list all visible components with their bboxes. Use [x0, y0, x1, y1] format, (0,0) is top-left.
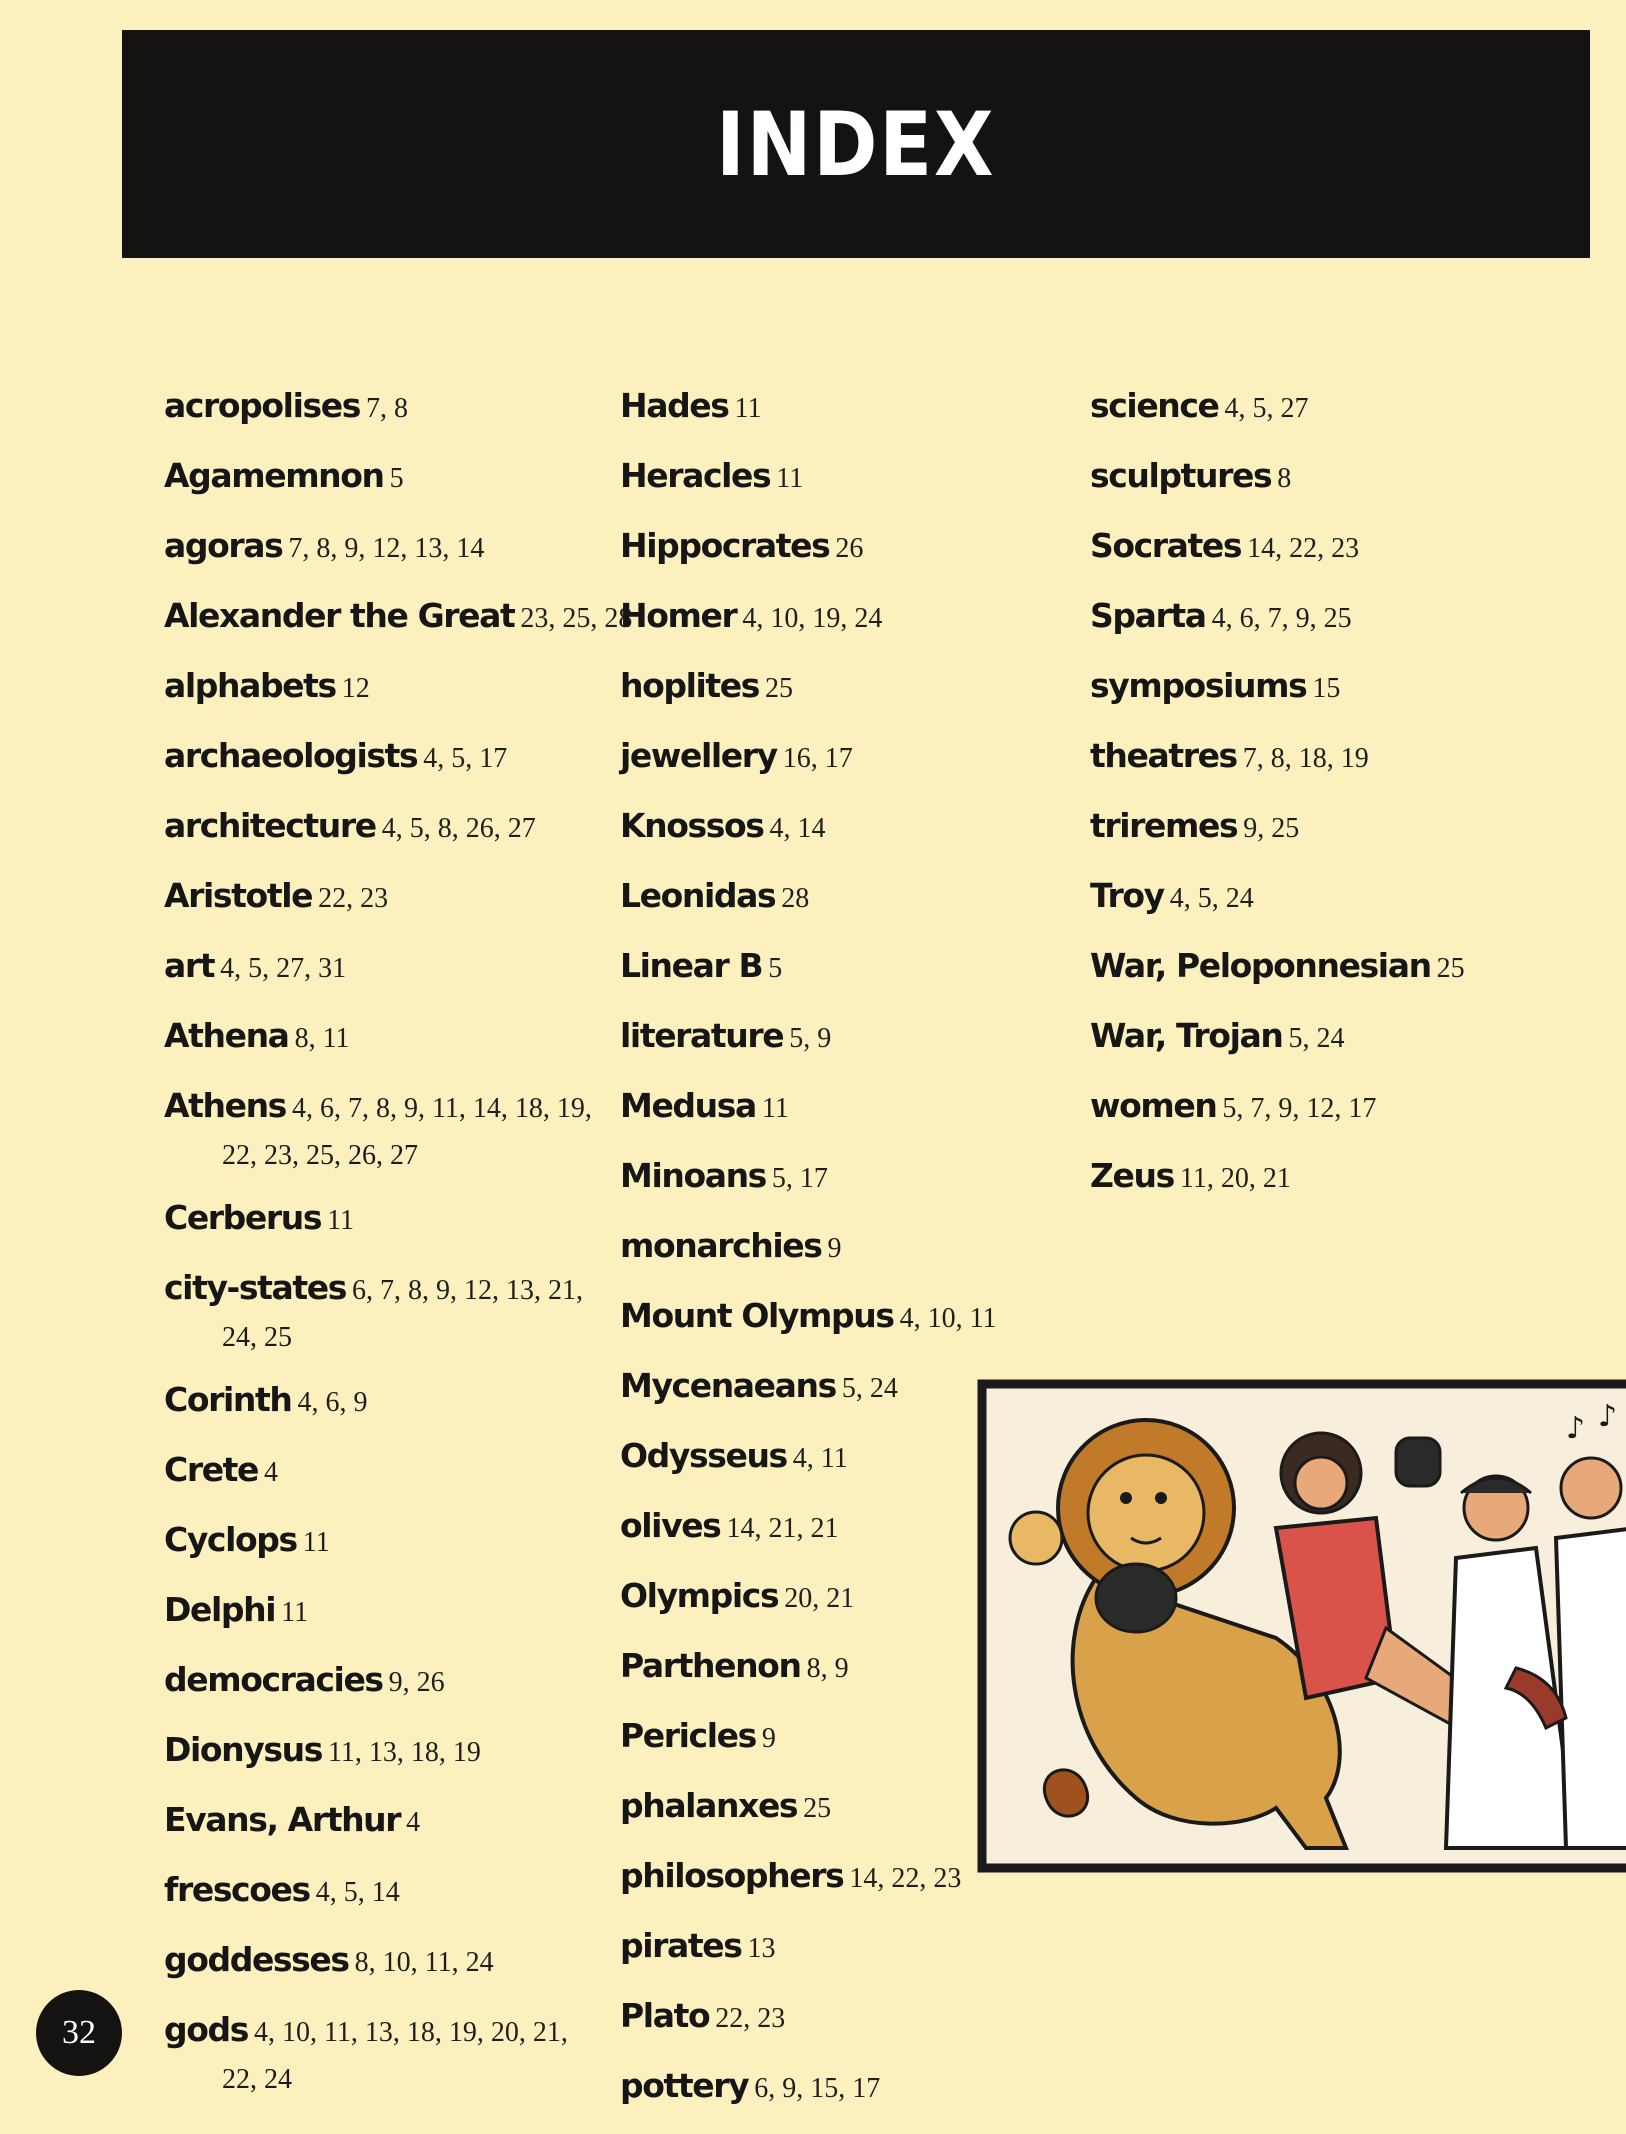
- index-pages: 14, 21, 21: [726, 1513, 839, 1544]
- index-term: Crete: [164, 1450, 259, 1489]
- index-term: Delphi: [164, 1590, 276, 1629]
- index-pages: 4, 6, 7, 8, 9, 11, 14, 18, 19,: [291, 1093, 592, 1124]
- index-pages: 20, 21: [784, 1583, 855, 1614]
- index-term: triremes: [1090, 806, 1238, 845]
- index-term: jewellery: [620, 736, 777, 775]
- index-term: War, Peloponnesian: [1090, 946, 1431, 985]
- index-entry: [164, 1014, 634, 1065]
- index-term: phalanxes: [620, 1786, 798, 1825]
- index-pages: 14, 22, 23: [849, 1863, 962, 1894]
- index-pages: 28: [781, 883, 810, 914]
- index-entry: [1090, 594, 1560, 645]
- index-entry: [620, 664, 1090, 715]
- index-term: Parthenon: [620, 1646, 801, 1685]
- index-pages: 11, 20, 21: [1179, 1163, 1291, 1194]
- index-term: Sparta: [1090, 596, 1206, 635]
- index-pages: 25: [1436, 953, 1465, 984]
- index-term: Leonidas: [620, 876, 776, 915]
- index-term: symposiums: [1090, 666, 1307, 705]
- index-pages: 9, 26: [388, 1667, 445, 1698]
- index-entry: [620, 1994, 1090, 2045]
- index-term: theatres: [1090, 736, 1237, 775]
- index-pages-continued: 22, 23, 25, 26, 27: [222, 1140, 418, 1171]
- index-term: Hades: [620, 386, 729, 425]
- index-entry: [620, 1294, 1090, 1345]
- index-pages: 4: [264, 1457, 279, 1488]
- index-pages: 7, 8, 9, 12, 13, 14: [288, 533, 485, 564]
- index-term: Plato: [620, 1996, 710, 2035]
- index-term: acropolises: [164, 386, 360, 425]
- index-term: Linear B: [620, 946, 763, 985]
- index-pages: 11: [761, 1093, 789, 1124]
- index-term: War, Trojan: [1090, 1016, 1283, 1055]
- index-column-1: [164, 384, 634, 2120]
- index-pages: 11, 13, 18, 19: [327, 1737, 481, 1768]
- index-term: monarchies: [620, 1226, 822, 1265]
- index-term: Odysseus: [620, 1436, 787, 1475]
- page-title: INDEX: [716, 92, 996, 196]
- index-pages: 4, 5, 17: [423, 743, 508, 774]
- index-pages: 7, 8, 18, 19: [1242, 743, 1369, 774]
- index-pages: 5, 17: [771, 1163, 828, 1194]
- index-entry: [164, 1378, 634, 1429]
- index-entry: [620, 384, 1090, 435]
- index-pages: 22, 23: [715, 2003, 786, 2034]
- svg-text:♪: ♪: [1566, 1411, 1586, 1446]
- index-term: Aristotle: [164, 876, 313, 915]
- index-term: alphabets: [164, 666, 336, 705]
- index-pages: 12: [341, 673, 370, 704]
- index-term: Dionysus: [164, 1730, 322, 1769]
- index-entry: [1090, 454, 1560, 505]
- index-term: pottery: [620, 2066, 749, 2105]
- index-entry: [1090, 1154, 1560, 1205]
- index-entry: [1090, 804, 1560, 855]
- index-pages: 4, 6, 7, 9, 25: [1211, 603, 1352, 634]
- index-entry: [620, 2064, 1090, 2115]
- index-term: pirates: [620, 1926, 742, 1965]
- index-term: Homer: [620, 596, 737, 635]
- index-pages: 4, 5, 27, 31: [220, 953, 347, 984]
- index-term: Athens: [164, 1086, 286, 1125]
- page-number: [36, 1990, 122, 2076]
- index-pages: 5: [768, 953, 783, 984]
- index-pages: 11: [302, 1527, 330, 1558]
- index-term: Minoans: [620, 1156, 766, 1195]
- index-entry: [620, 1084, 1090, 1135]
- index-term: Troy: [1090, 876, 1164, 915]
- index-entry: [164, 1868, 634, 1919]
- index-entry: [1090, 384, 1560, 435]
- index-entry: [164, 734, 634, 785]
- index-entry: [164, 1518, 634, 1569]
- index-term: Pericles: [620, 1716, 756, 1755]
- index-entry: [620, 1014, 1090, 1065]
- title-banner: [122, 30, 1590, 258]
- index-term: Zeus: [1090, 1156, 1174, 1195]
- index-pages: 8, 11: [294, 1023, 350, 1054]
- index-pages-continued: 22, 24: [222, 2064, 292, 2095]
- index-entry: [164, 594, 634, 645]
- index-term: Corinth: [164, 1380, 292, 1419]
- index-entry: [164, 1084, 634, 1177]
- index-entry: [1090, 524, 1560, 575]
- index-term: gods: [164, 2010, 248, 2049]
- index-entry: [164, 1798, 634, 1849]
- index-pages: 8, 10, 11, 24: [354, 1947, 494, 1978]
- index-pages: 4, 5, 24: [1169, 883, 1254, 914]
- index-term: Hippocrates: [620, 526, 830, 565]
- index-term: Evans, Arthur: [164, 1800, 401, 1839]
- index-entry: [164, 944, 634, 995]
- index-entry: [164, 874, 634, 925]
- index-term: goddesses: [164, 1940, 349, 1979]
- index-term: archaeologists: [164, 736, 418, 775]
- index-entry: [1090, 1084, 1560, 1135]
- index-pages: 4, 5, 8, 26, 27: [381, 813, 536, 844]
- index-term: city-states: [164, 1268, 346, 1307]
- index-entry: [1090, 664, 1560, 715]
- index-pages: 4, 6, 9: [297, 1387, 368, 1418]
- index-term: philosophers: [620, 1856, 844, 1895]
- index-term: Alexander the Great: [164, 596, 515, 635]
- index-entry: [620, 1224, 1090, 1275]
- index-pages: 14, 22, 23: [1247, 533, 1360, 564]
- index-entry: [164, 454, 634, 505]
- index-pages: 11: [281, 1597, 309, 1628]
- index-pages: 4, 10, 11, 13, 18, 19, 20, 21,: [253, 2017, 568, 2048]
- index-pages: 4, 14: [769, 813, 826, 844]
- index-term: art: [164, 946, 215, 985]
- index-pages: 4, 10, 19, 24: [742, 603, 883, 634]
- index-column-3: [1090, 384, 1560, 1224]
- index-term: agoras: [164, 526, 283, 565]
- index-term: sculptures: [1090, 456, 1272, 495]
- index-pages: 9: [761, 1723, 776, 1754]
- index-pages: 8, 9: [806, 1653, 849, 1684]
- index-entry: [164, 1448, 634, 1499]
- index-pages: 9, 25: [1243, 813, 1300, 844]
- index-entry: [1090, 874, 1560, 925]
- index-term: women: [1090, 1086, 1217, 1125]
- index-pages: 25: [803, 1793, 832, 1824]
- index-pages: 4, 10, 11: [899, 1303, 997, 1334]
- index-pages: 6, 9, 15, 17: [754, 2073, 881, 2104]
- index-term: Olympics: [620, 1576, 779, 1615]
- index-pages: 8: [1277, 463, 1292, 494]
- comic-illustration: [976, 1378, 1626, 1874]
- index-pages: 13: [747, 1933, 776, 1964]
- index-pages: 4, 11: [792, 1443, 848, 1474]
- index-term: literature: [620, 1016, 784, 1055]
- index-pages: 4, 5, 14: [315, 1877, 400, 1908]
- index-entry: [620, 804, 1090, 855]
- index-term: Athena: [164, 1016, 289, 1055]
- index-term: hoplites: [620, 666, 760, 705]
- index-entry: [620, 454, 1090, 505]
- index-pages: 11: [776, 463, 804, 494]
- index-pages: 5, 24: [841, 1373, 898, 1404]
- index-entry: [1090, 1014, 1560, 1065]
- index-term: frescoes: [164, 1870, 310, 1909]
- index-pages: 16, 17: [782, 743, 853, 774]
- index-pages: 9: [827, 1233, 842, 1264]
- index-pages: 23, 25, 28: [520, 603, 633, 634]
- index-entry: [620, 874, 1090, 925]
- index-pages: 11: [734, 393, 762, 424]
- index-entry: [1090, 944, 1560, 995]
- index-pages: 4, 5, 27: [1224, 393, 1309, 424]
- index-entry: [164, 524, 634, 575]
- index-entry: [164, 1938, 634, 1989]
- index-pages: 5: [389, 463, 404, 494]
- index-entry: [164, 384, 634, 435]
- index-term: Cerberus: [164, 1198, 322, 1237]
- index-entry: [164, 1196, 634, 1247]
- index-pages: 25: [765, 673, 794, 704]
- index-pages: 5, 24: [1288, 1023, 1345, 1054]
- index-pages: 26: [835, 533, 864, 564]
- index-term: Mount Olympus: [620, 1296, 894, 1335]
- index-term: democracies: [164, 1660, 383, 1699]
- index-term: Socrates: [1090, 526, 1242, 565]
- index-term: Knossos: [620, 806, 764, 845]
- index-entry: [620, 944, 1090, 995]
- index-pages: 5, 9: [789, 1023, 832, 1054]
- index-entry: [164, 1658, 634, 1709]
- index-pages: 7, 8: [365, 393, 408, 424]
- index-term: Cyclops: [164, 1520, 297, 1559]
- index-pages: 4: [406, 1807, 421, 1838]
- index-entry: [620, 734, 1090, 785]
- index-term: olives: [620, 1506, 721, 1545]
- index-entry: [164, 804, 634, 855]
- index-term: science: [1090, 386, 1219, 425]
- index-entry: [1090, 734, 1560, 785]
- index-entry: [620, 524, 1090, 575]
- svg-text:♪: ♪: [1598, 1399, 1618, 1434]
- index-entry: [620, 594, 1090, 645]
- index-term: Mycenaeans: [620, 1366, 836, 1405]
- index-pages-continued: 24, 25: [222, 1322, 292, 1353]
- index-term: architecture: [164, 806, 376, 845]
- index-pages: 11: [327, 1205, 355, 1236]
- page-number-text: 32: [62, 2014, 96, 2051]
- index-pages: 6, 7, 8, 9, 12, 13, 21,: [351, 1275, 583, 1306]
- index-entry: [164, 1588, 634, 1639]
- index-entry: [620, 1154, 1090, 1205]
- index-term: Heracles: [620, 456, 771, 495]
- index-entry: [164, 1266, 634, 1359]
- index-entry: [164, 664, 634, 715]
- index-pages: 15: [1312, 673, 1341, 704]
- index-term: Medusa: [620, 1086, 756, 1125]
- index-entry: [620, 1924, 1090, 1975]
- index-entry: [164, 1728, 634, 1779]
- index-pages: 22, 23: [318, 883, 389, 914]
- index-entry: [164, 2008, 634, 2101]
- index-pages: 5, 7, 9, 12, 17: [1222, 1093, 1377, 1124]
- index-term: Agamemnon: [164, 456, 384, 495]
